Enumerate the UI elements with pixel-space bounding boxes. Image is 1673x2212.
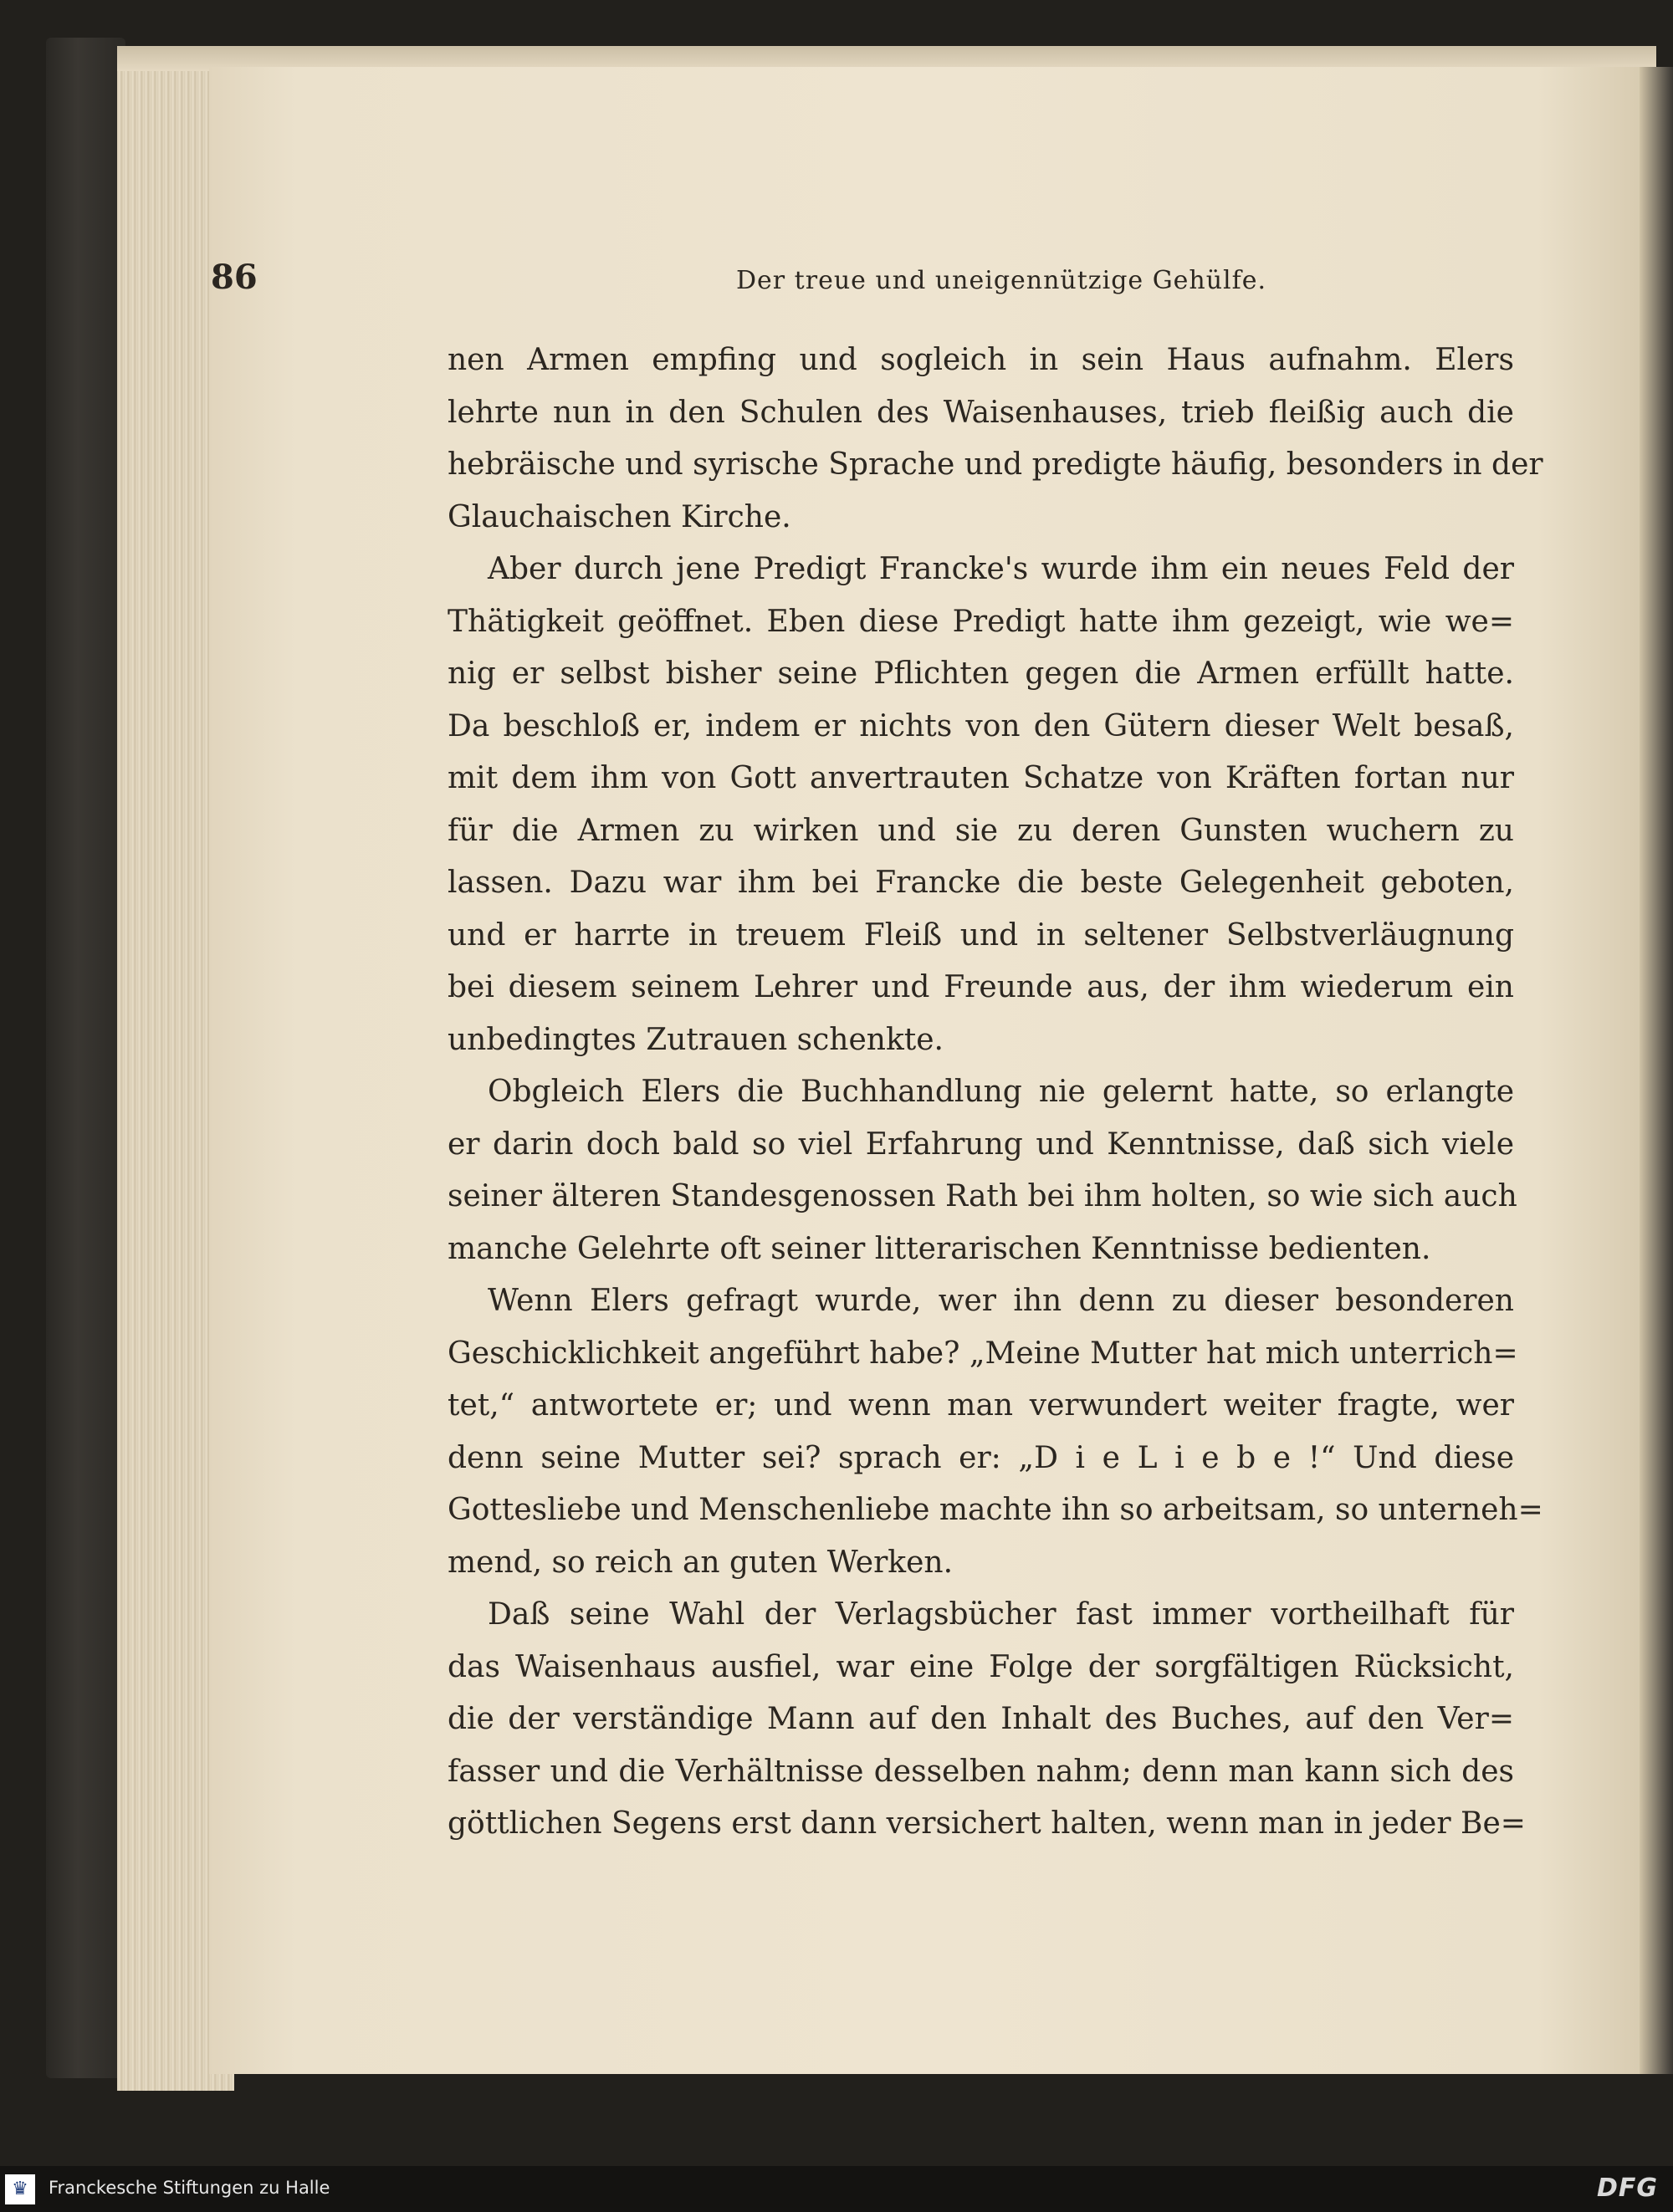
institution-credit: Franckesche Stiftungen zu Halle xyxy=(49,2178,330,2198)
text-line: mend, so reich an guten Werken. xyxy=(448,1545,954,1580)
page-gutter-shadow xyxy=(1640,67,1673,2074)
text-line: Thätigkeit geöffnet. Eben diese Predigt hatte ihm gezeigt, wie we= xyxy=(448,604,1514,639)
text-line: tet,“ antwortete er; und wenn man verwundert weiter fragte, wer xyxy=(448,1388,1514,1423)
text-line: manche Gelehrte oft seiner litterarischen Kenntnisse bedienten. xyxy=(448,1231,1431,1266)
text-line: er darin doch bald so viel Erfahrung und Kenntnisse, daß sich viele xyxy=(448,1126,1514,1162)
text-line: nen Armen empfing und sogleich in sein Haus aufnahm. Elers xyxy=(448,343,1514,377)
text-line: lassen. Dazu war ihm bei Francke die beste Gelegenheit geboten, xyxy=(448,866,1514,900)
body-text xyxy=(448,335,1543,1851)
text-line: Gottesliebe und Menschenliebe machte ihn so arbeitsam, so unterneh= xyxy=(448,1493,1543,1527)
text-line: Daß seine Wahl der Verlagsbücher fast immer vortheilhaft für xyxy=(488,1597,1514,1632)
text-line: Obgleich Elers die Buchhandlung nie gelernt hatte, so erlangte xyxy=(488,1075,1514,1109)
text-line: und er harrte in treuem Fleiß und in seltener Selbstverläugnung xyxy=(448,917,1514,953)
text-line: fasser und die Verhältnisse desselben nahm; denn man kann sich des xyxy=(448,1754,1514,1789)
text-line: Aber durch jene Predigt Francke's wurde ihm ein neues Feld der xyxy=(488,552,1514,586)
running-head: Der treue und uneigennützige Gehülfe. xyxy=(736,266,1267,295)
text-line: hebräische und syrische Sprache und predigte häufig, besonders in der xyxy=(448,447,1543,482)
text-line: Geschicklichkeit angeführt habe? „Meine Mutter hat mich unterrich= xyxy=(448,1336,1518,1371)
text-line: bei diesem seinem Lehrer und Freunde aus, der ihm wiederum ein xyxy=(448,970,1514,1004)
text-line: göttlichen Segens erst dann versichert halten, wenn man in jeder Be= xyxy=(448,1806,1526,1841)
text-line: lehrte nun in den Schulen des Waisenhauses, trieb fleißig auch die xyxy=(448,395,1514,430)
page-number: 86 xyxy=(211,258,258,297)
text-line: mit dem ihm von Gott anvertrauten Schatze von Kräften fortan nur xyxy=(448,761,1514,795)
text-line: die der verständige Mann auf den Inhalt des Buches, auf den Ver= xyxy=(448,1702,1514,1736)
text-line: seiner älteren Standesgenossen Rath bei ihm holten, so wie sich auch xyxy=(448,1179,1517,1213)
text-line: denn seine Mutter sei? sprach er: „D i e L i e b e !“ Und diese xyxy=(448,1440,1514,1475)
dfg-logo: DFG xyxy=(1596,2174,1658,2203)
text-line: Wenn Elers gefragt wurde, wer ihn denn zu dieser besonderen xyxy=(488,1284,1514,1318)
text-line: für die Armen zu wirken und sie zu deren Gunsten wuchern zu xyxy=(448,813,1514,848)
text-line: Glauchaischen Kirche. xyxy=(448,499,791,534)
franckesche-emblem-icon: ♛ xyxy=(5,2174,35,2204)
text-line: nig er selbst bisher seine Pflichten gegen die Armen erfüllt hatte. xyxy=(448,656,1514,691)
text-line: das Waisenhaus ausfiel, war eine Folge der sorgfältigen Rücksicht, xyxy=(448,1649,1514,1684)
book-cover-board xyxy=(46,38,125,2078)
viewer-footer xyxy=(0,2166,1673,2212)
text-line: unbedingtes Zutrauen schenkte. xyxy=(448,1022,944,1057)
text-line: Da beschloß er, indem er nichts von den Gütern dieser Welt besaß, xyxy=(448,708,1514,743)
